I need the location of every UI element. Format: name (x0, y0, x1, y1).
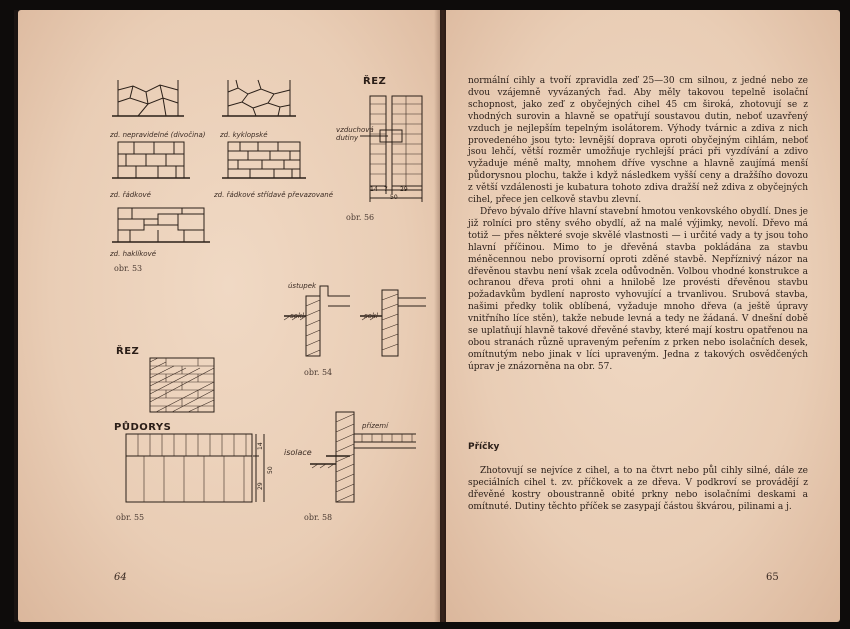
section-heading-pricky: Příčky (468, 442, 500, 452)
figure-53-label: obr. 53 (114, 264, 143, 273)
figure-56-heading: ŘEZ (363, 76, 387, 87)
figure-55-plan (122, 432, 272, 510)
open-book (14, 10, 840, 622)
caption-coursed-alternating-wall: zd. řádkové střídavě převazované (214, 191, 334, 199)
dimension-29: 29 (400, 186, 408, 193)
dimension-total-50: 50 (390, 194, 398, 201)
figure-54-drawing (280, 278, 440, 358)
right-page-number: 65 (766, 572, 779, 583)
dimension-total-50: 50 (267, 466, 274, 474)
annotation-isolace: isolace (284, 448, 312, 457)
figure-55-label: obr. 55 (116, 513, 145, 522)
dimension-14: 14 (257, 442, 264, 450)
figure-55-section-heading: ŘEZ (116, 346, 140, 357)
caption-coursed-wall: zd. řádkové (110, 191, 151, 199)
dimension-29: 29 (257, 482, 264, 490)
figure-58-label: obr. 58 (304, 513, 333, 522)
figure-wall-types (98, 70, 318, 260)
figure-55-section (146, 356, 220, 416)
dimension-14: 14 (370, 186, 378, 193)
figure-54-label: obr. 54 (304, 368, 333, 377)
paragraph-2: Dřevo bývalo dříve hlavní stavební hmotou venkovského obydlí. Dnes je již rolníci pro stěny svého obydlí, až na malé výjimky, nevolí. Dřevo má totiž — přes některé svoje skvělé vlastnosti — i určité vady a ty jsou toho hlavní příčinou. Mimo to je dřevěná stavba pokládána za stavbu méněcennou nebo provisorní oproti zděné stavbě. Nepříznivý názor na dřevěnou stavbu není však zcela odůvodněn. Volbou vhodné konstrukce a ochranou dřeva proti ohni a hnilobě lze provésti dřevěnou stavbu požadavkům bydlení naprosto vyhovující a trvanlivou. Srubová stavba, našimi předky tolik oblíbená, vyžaduje mnoho dřeva (a ještě úpravy vnitřního líce stěn), takže nebude levná a tedy ne žádaná. V dnešní době se uplatňují hlavně takové dřevěné stavby, které mají kostru opatřenou na obou stranách různě upraveným peřením z prken nebo isolačních desek, omítnutým nebo jinak v líci upraveným. Jedna z takových osvědčených úprav je znázorněna na obr. 57. (468, 206, 808, 372)
annotation-sokl-2: sokl (364, 312, 378, 320)
wall-coursed (112, 142, 190, 178)
paragraph-1: normální cihly a tvoří zpravidla zeď 25—30 cm silnou, z jedné nebo ze dvou vzájemně vyvázaných řad. Aby měly takovou tepelně isolační schopnost, jako zeď z obyčejných cihel 45 cm široká, zhotovují se z vhodných surovin a hlavně se opatřují soustavou dutin, neboť uzavřený vzduch je nejlepším tepelným isolátorem. Výhody tvárnic a zdiva z nich provedeného jsou tyto: levnější doprava oproti obyčejným cihlám, neboť jsou lehčí, větší rozměr umožňuje rychlejší práci při vyzdívání a zdivo vyžaduje méně malty, mnohem dříve vyschne a hlavně zaujímá menší půdorysnou plochu, takže i když následkem vyšší ceny a dražšího dovozu z větší vzdálenosti je kubatura tohoto zdiva dražší než zdiva z obyčejných cihel, přece jen celkově stavbu zlevní. (468, 76, 808, 206)
caption-cyclopean-wall: zd. kyklopské (220, 131, 268, 139)
annotation-ustupek: ústupek (288, 282, 317, 290)
right-page (446, 10, 840, 622)
section-text (468, 466, 808, 514)
annotation-sokl-1: sokl (290, 312, 304, 320)
caption-haklik-wall: zd. haklíkové (110, 250, 157, 258)
left-page (18, 10, 440, 622)
figure-55-dimensions (258, 432, 278, 512)
wall-cyclopean (222, 80, 296, 116)
left-page-number: 64 (114, 572, 127, 583)
figure-58-drawing (306, 406, 436, 506)
section-paragraph-1: Zhotovují se nejvíce z cihel, a to na čtvrt nebo půl cihly silné, dále ze speciálních cihel t. zv. příčkovek a ze dřeva. V podkroví se provádějí z dřevěné kostry oboustranně obité prkny nebo isolačními deskami a omítnuté. Dutiny těchto příček se zasypají částou škvárou, pilinami a j. (468, 466, 808, 512)
figure-55-plan-heading: PŮDORYS (114, 422, 172, 433)
caption-irregular-wall: zd. nepravidelné (divočina) (110, 131, 206, 139)
wall-coursed-alternating (222, 142, 306, 178)
wall-irregular (112, 80, 184, 116)
figure-56-dimensions (370, 184, 425, 202)
wall-haklik (112, 208, 210, 242)
figure-56-annotation: vzduchová dutiny (336, 126, 374, 142)
dimension-7: 7 (384, 186, 388, 193)
annotation-prizemi: přízemí (362, 422, 389, 430)
figure-56-label: obr. 56 (346, 213, 375, 222)
body-text (468, 76, 808, 374)
